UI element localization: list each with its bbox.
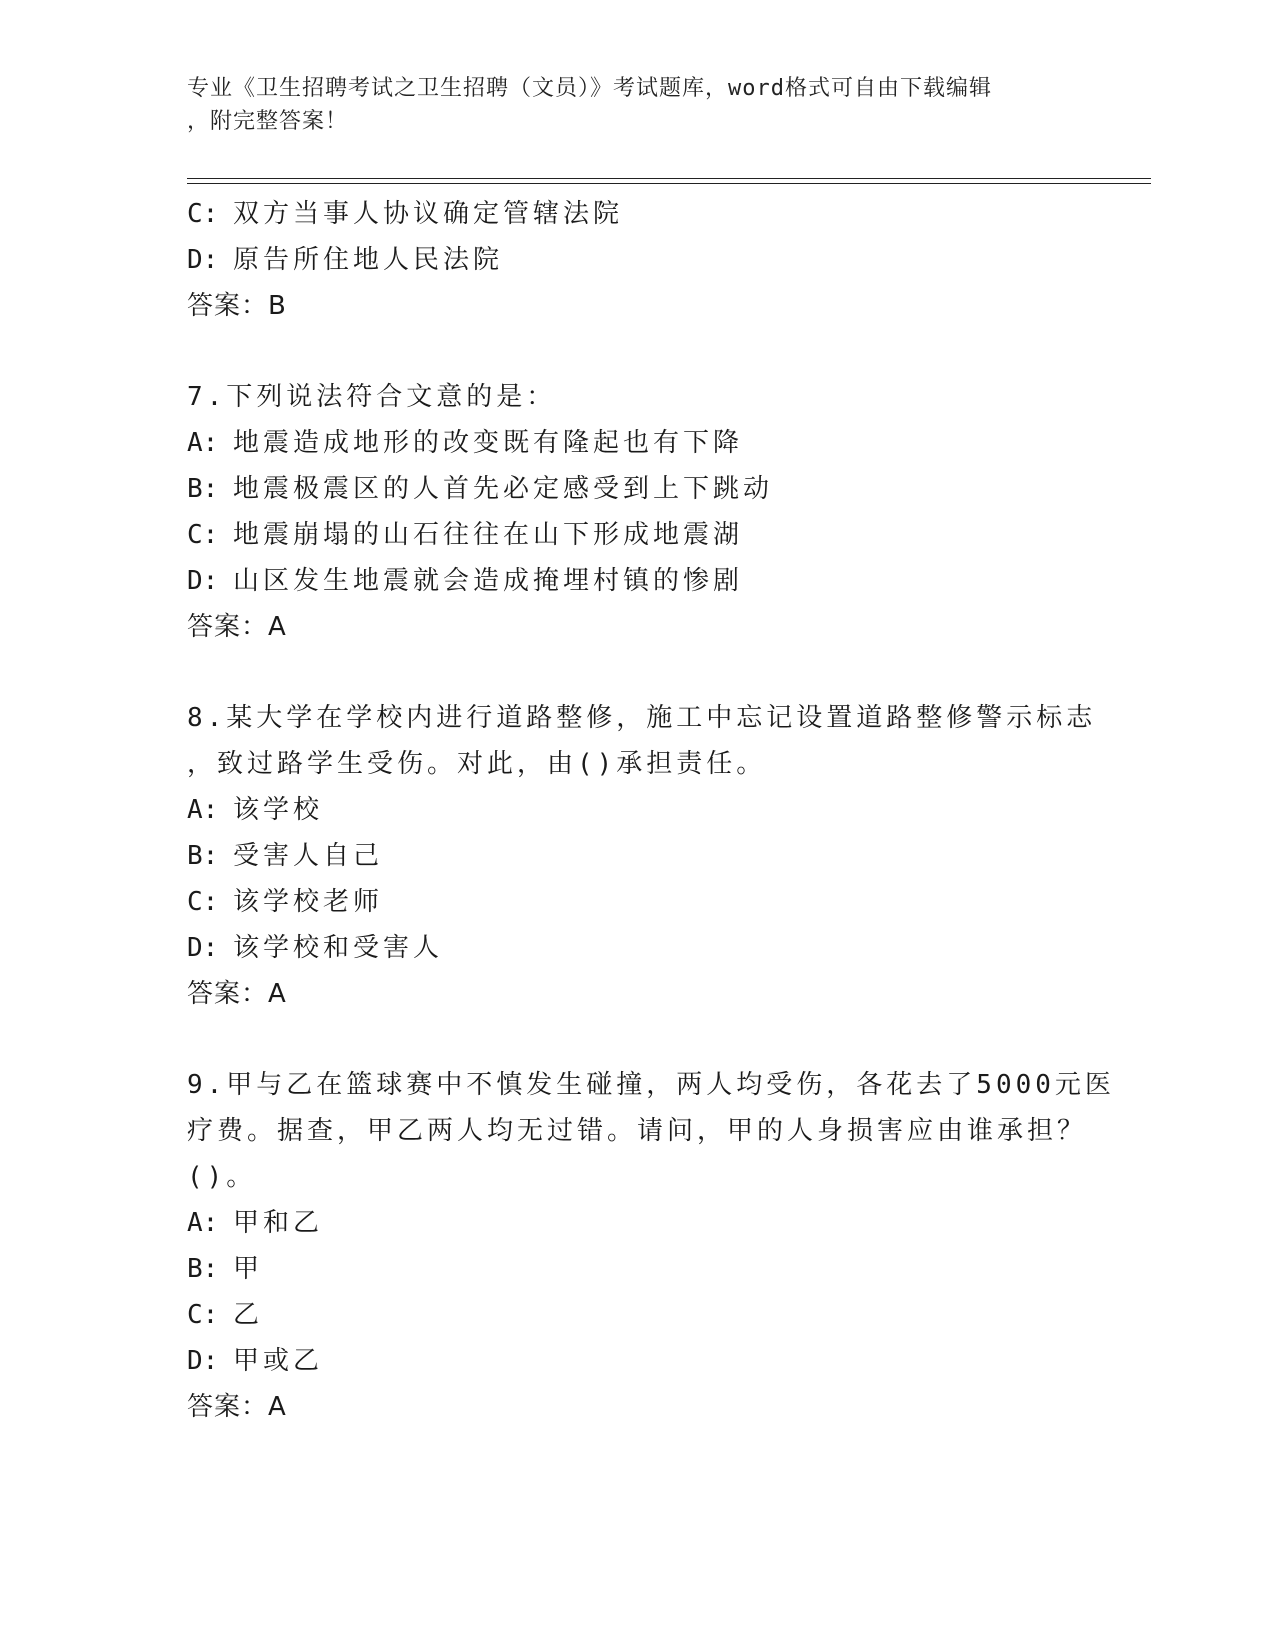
question-stem-line-3: ()。 [187,1162,257,1192]
option-c [187,512,1087,558]
option-c [187,191,1087,237]
question-content [187,191,1115,1475]
option-a [187,787,1087,833]
option-text: 甲 [233,1254,264,1284]
option-label: B: [187,474,219,504]
answer: 答案：A [187,979,287,1009]
answer: 答案：A [187,1392,287,1422]
previous-question-options [187,191,1087,329]
option-label: B: [187,841,219,871]
option-a [187,420,1087,466]
option-b [187,466,1087,512]
option-text: 山区发生地震就会造成掩埋村镇的惨剧 [233,566,744,596]
question-9 [187,1062,1115,1430]
question-stem-line-2: ，致过路学生受伤。对此，由()承担责任。 [187,749,767,779]
option-c [187,1292,1087,1338]
option-label: C: [187,199,219,229]
question-8 [187,695,1097,1017]
header-rule-bottom [187,183,1151,184]
option-text: 地震造成地形的改变既有隆起也有下降 [233,428,744,458]
question-7 [187,374,1087,650]
option-label: D: [187,933,219,963]
option-text: 该学校老师 [233,887,384,917]
question-stem: 7.下列说法符合文意的是： [187,382,557,412]
option-text: 受害人自己 [233,841,384,871]
option-text: 甲或乙 [233,1346,324,1376]
option-d [187,237,1087,283]
option-d [187,558,1087,604]
option-label: C: [187,520,219,550]
answer: 答案：A [187,612,287,642]
option-label: A: [187,428,219,458]
option-c [187,879,1087,925]
option-text: 乙 [233,1300,264,1330]
option-text: 地震极震区的人首先必定感受到上下跳动 [233,474,774,504]
option-label: C: [187,1300,219,1330]
question-stem-line-1: 9.甲与乙在篮球赛中不慎发生碰撞，两人均受伤，各花去了5000元医 [187,1070,1115,1100]
option-text: 该学校和受害人 [233,933,444,963]
document-header [187,72,1087,138]
question-stem-line-2: 疗费。据查，甲乙两人均无过错。请问，甲的人身损害应由谁承担？ [187,1116,1088,1146]
option-b [187,1246,1087,1292]
option-a [187,1200,1087,1246]
option-label: D: [187,245,219,275]
question-stem-line-1: 8.某大学在学校内进行道路整修，施工中忘记设置道路整修警示标志 [187,703,1097,733]
option-label: B: [187,1254,219,1284]
header-line-2: ，附完整答案！ [187,109,349,134]
option-label: C: [187,887,219,917]
option-text: 该学校 [233,795,324,825]
option-d [187,1338,1087,1384]
option-text: 甲和乙 [233,1208,324,1238]
option-label: A: [187,1208,219,1238]
option-d [187,925,1087,971]
option-b [187,833,1087,879]
header-rule-top [187,178,1151,179]
answer: 答案：B [187,291,287,321]
option-text: 地震崩塌的山石往往在山下形成地震湖 [233,520,744,550]
header-line-1: 专业《卫生招聘考试之卫生招聘（文员）》考试题库，word格式可自由下载编辑 [187,76,992,101]
option-text: 原告所住地人民法院 [233,245,504,275]
option-text: 双方当事人协议确定管辖法院 [233,199,624,229]
option-label: D: [187,566,219,596]
option-label: D: [187,1346,219,1376]
option-label: A: [187,795,219,825]
